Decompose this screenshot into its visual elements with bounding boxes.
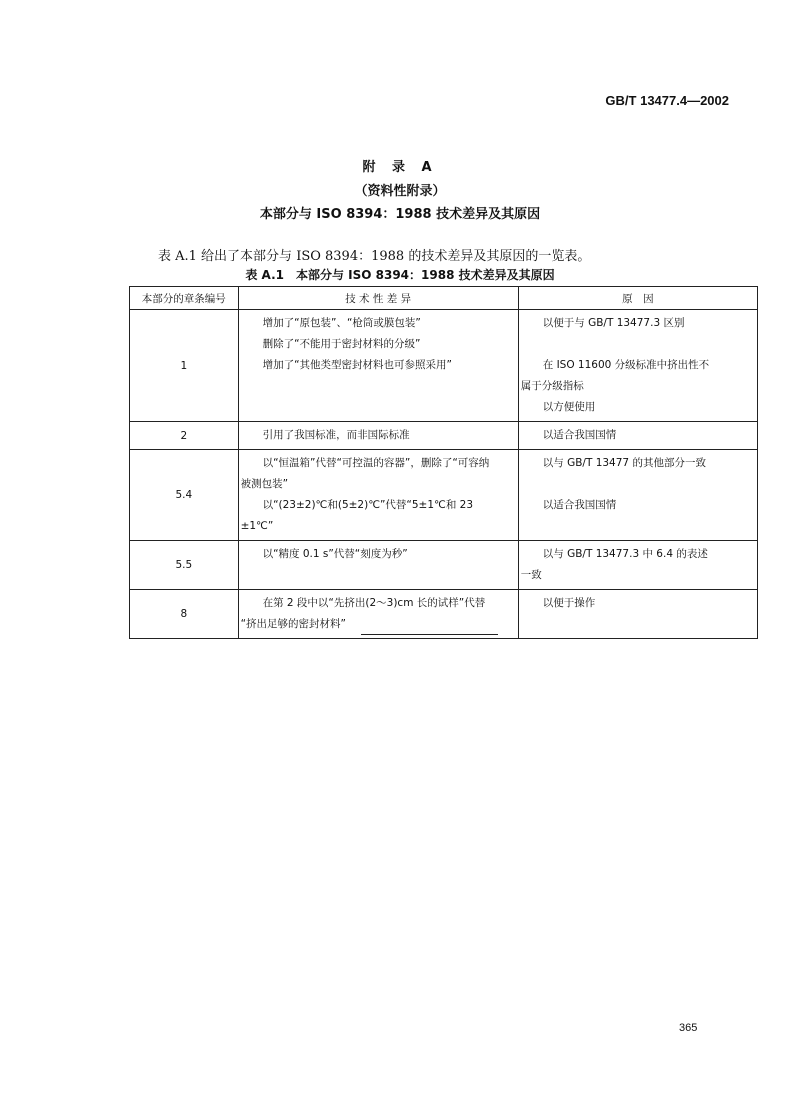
table-row (130, 450, 758, 541)
clause-number: 5.5 (130, 541, 239, 590)
reason-line: 以便于操作 (542, 597, 596, 609)
difference-cell (238, 450, 518, 541)
difference-line: “挤出足够的密封材料” (240, 618, 346, 630)
difference-cell (238, 422, 518, 450)
annex-subtitle: （资料性附录） (354, 184, 446, 199)
table-row (130, 310, 758, 422)
difference-line: 在第 2 段中以“先挤出(2～3)cm 长的试样”代替 (262, 597, 486, 609)
reason-line: 属于分级指标 (520, 380, 584, 392)
reason-cell (518, 541, 757, 590)
header-difference: 技 术 性 差 异 (238, 287, 518, 310)
clause-number: 2 (130, 422, 239, 450)
differences-table (129, 286, 758, 639)
difference-line: 以“精度 0.1 s”代替“刻度为秒” (262, 548, 408, 560)
standard-code: GB/T 13477.4—2002 (605, 93, 729, 108)
reason-line: 以与 GB/T 13477 的其他部分一致 (542, 457, 706, 469)
reason-line: 以方便使用 (542, 401, 596, 413)
intro-paragraph: 表 A.1 给出了本部分与 ISO 8394：1988 的技术差异及其原因的一览表。 (158, 249, 591, 264)
header-clause: 本部分的章条编号 (130, 287, 239, 310)
difference-line: 以“恒温箱”代替“可控温的容器”，删除了“可容纳 (262, 457, 490, 469)
table-header-row (130, 287, 758, 310)
difference-line: 增加了“原包装”、“枪筒或膜包装” (262, 317, 421, 329)
difference-line: 增加了“其他类型密封材料也可参照采用” (262, 359, 452, 371)
reason-cell (518, 422, 757, 450)
table-row (130, 590, 758, 639)
difference-line: ±1℃” (240, 520, 274, 532)
reason-line: 以与 GB/T 13477.3 中 6.4 的表述 (542, 548, 708, 560)
difference-cell (238, 541, 518, 590)
clause-number: 1 (130, 310, 239, 422)
reason-line: 以适合我国国情 (542, 499, 617, 511)
reason-line (519, 474, 757, 495)
page-number: 365 (679, 1022, 698, 1034)
reason-line: 在 ISO 11600 分级标准中挤出性不 (542, 359, 710, 371)
reason-line (519, 334, 757, 355)
annex-heading: 本部分与 ISO 8394：1988 技术差异及其原因 (259, 207, 541, 222)
difference-line: 被测包装” (240, 478, 289, 490)
reason-line: 以便于与 GB/T 13477.3 区别 (542, 317, 685, 329)
reason-line: 一致 (520, 569, 542, 581)
reason-cell (518, 590, 757, 639)
difference-line: 删除了“不能用于密封材料的分级” (262, 338, 421, 350)
table-row (130, 422, 758, 450)
difference-line: 引用了我国标准，而非国际标准 (262, 429, 410, 441)
annex-title: 附 录 A (362, 160, 438, 175)
table-row (130, 541, 758, 590)
table-title: 表 A.1 本部分与 ISO 8394：1988 技术差异及其原因 (245, 268, 555, 282)
difference-cell (238, 310, 518, 422)
difference-cell (238, 590, 518, 639)
header-reason: 原 因 (518, 287, 757, 310)
reason-line: 以适合我国国情 (542, 429, 617, 441)
clause-number: 8 (130, 590, 239, 639)
end-rule (361, 634, 498, 635)
reason-cell (518, 310, 757, 422)
clause-number: 5.4 (130, 450, 239, 541)
reason-cell (518, 450, 757, 541)
difference-line: 以“(23±2)℃和(5±2)℃”代替“5±1℃和 23 (262, 499, 474, 511)
